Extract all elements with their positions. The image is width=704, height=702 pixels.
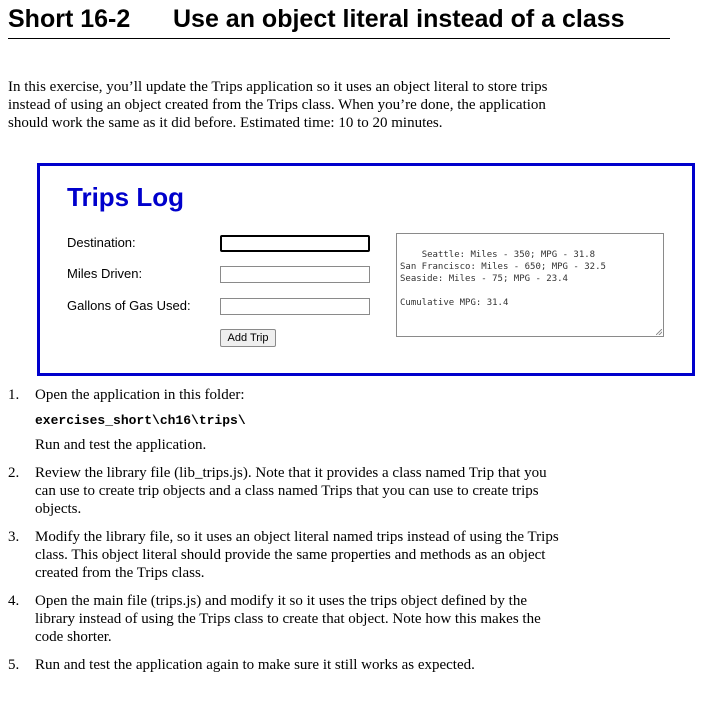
trips-output-text: Seattle: Miles - 350; MPG - 31.8 San Francisco: Miles - 650; MPG - 32.5 Seaside: Miles - 75; MPG - 23.4 Cumulative MPG: 31.4 — [400, 250, 606, 308]
folder-path: exercises_short\ch16\trips\ — [35, 413, 246, 428]
miles-label: Miles Driven: — [67, 266, 143, 281]
intro-paragraph: In this exercise, you’ll update the Trips application so it uses an object literal to store trips instead of using an object created from the Trips class. When you’re done, the application should work the same as it did before. Estimated time: 10 to 20 minutes. — [8, 79, 548, 131]
step-item: 2. Review the library file (lib_trips.js). Note that it provides a class named Trip that you can use to create trip objects and a class named Trips that you can use to create trips objects. — [8, 465, 547, 517]
step-text: Review the library file (lib_trips.js). Note that it provides a class named Trip that you can use to create trip objects and a class named Trips that you can use to create trips objects. — [35, 465, 547, 517]
step-text: Modify the library file, so it uses an object literal named trips instead of using the Trips class. This object literal should provide the same properties and methods as an object created from the Trips class. — [35, 529, 559, 581]
miles-input[interactable] — [220, 266, 370, 283]
resize-grip-icon[interactable] — [656, 329, 662, 335]
exercise-title: Use an object literal instead of a class — [173, 5, 625, 33]
gallons-label: Gallons of Gas Used: — [67, 298, 191, 313]
step-text-after: Run and test the application. — [35, 437, 207, 453]
step-item: 1. Open the application in this folder: exercises_short\ch16\trips\ Run and test the application. — [8, 386, 568, 454]
steps-list — [8, 386, 568, 684]
destination-input[interactable] — [220, 235, 370, 252]
step-text: Open the main file (trips.js) and modify it so it uses the trips object defined by the library instead of using the Trips class to create that object. Note how this makes the code shorter. — [35, 593, 541, 645]
add-trip-button[interactable]: Add Trip — [220, 329, 276, 347]
step-item: 5. Run and test the application again to make sure it still works as expected. — [8, 657, 475, 673]
app-title: Trips Log — [67, 182, 184, 212]
trips-app-screenshot — [37, 163, 695, 376]
gallons-input[interactable] — [220, 298, 370, 315]
trips-output-textarea[interactable] — [396, 233, 664, 337]
exercise-number: Short 16-2 — [8, 5, 131, 33]
exercise-heading — [8, 4, 670, 39]
step-text: Run and test the application again to make sure it still works as expected. — [35, 657, 475, 673]
step-text: Open the application in this folder: — [35, 387, 245, 403]
step-item: 3. Modify the library file, so it uses an object literal named trips instead of using the Trips class. This object literal should provide the same properties and methods as an object created from the Trips class. — [8, 529, 559, 581]
destination-label: Destination: — [67, 235, 136, 250]
step-item: 4. Open the main file (trips.js) and modify it so it uses the trips object defined by the library instead of using the Trips class to create that object. Note how this makes the code shorter. — [8, 593, 541, 645]
